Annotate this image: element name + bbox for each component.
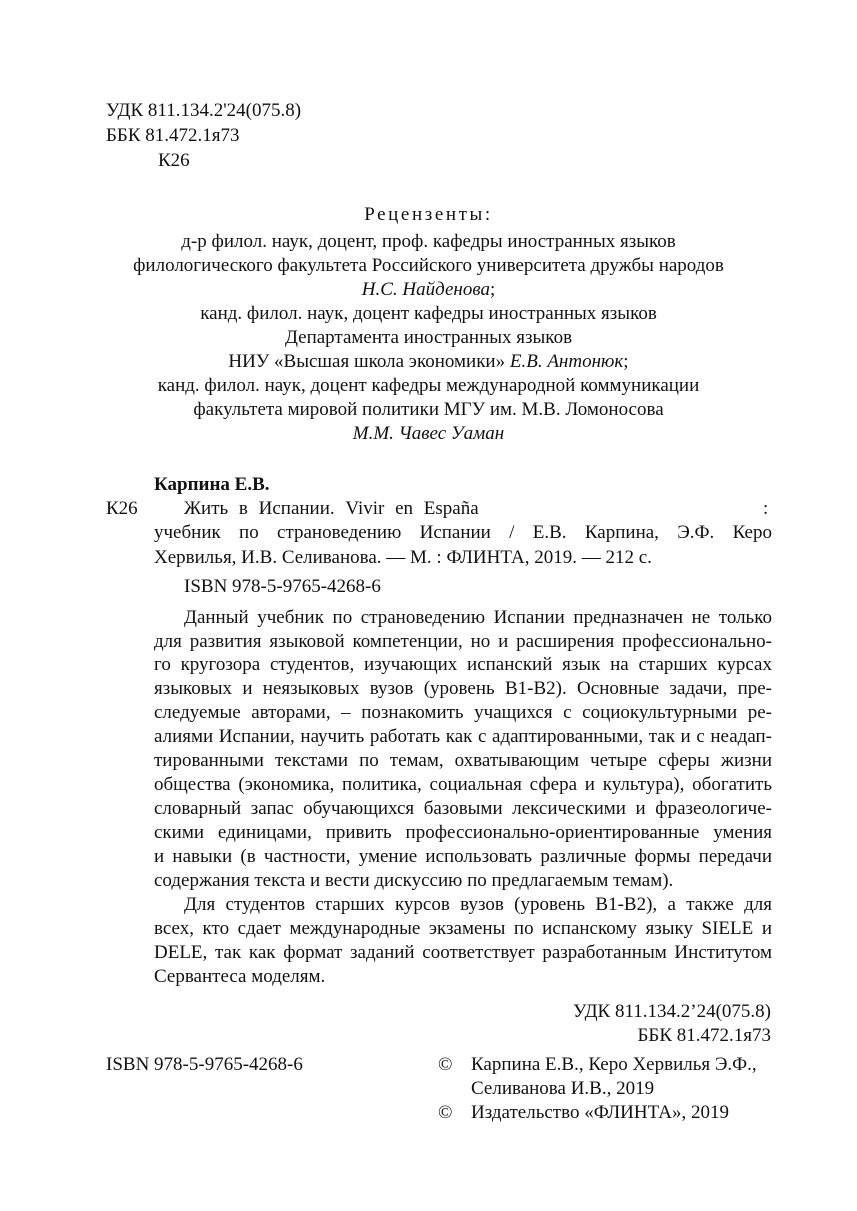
reviewer-line: Департамента иностранных языков	[284, 327, 573, 348]
reviewer-line: д-р филол. наук, доцент, проф. кафедры иностранных языков	[181, 231, 676, 252]
reviewer-name: Н.С. Найденова	[361, 279, 490, 300]
entry-author: Карпина Е.В.	[154, 474, 270, 495]
annotation-line: Для студентов старших курсов вузов (уровень В1-В2), а также для	[184, 894, 772, 915]
reviewer-line: канд. филол. наук, доцент кафедры международной коммуникации	[157, 375, 700, 396]
reviewer-line: факультета мировой политики МГУ им. М.В. Ломоносова	[193, 399, 664, 420]
annotation-line: всех, кто сдает международные экзамены по испанскому языку SIELE и	[154, 918, 772, 939]
reviewer-line: филологического факультета Российского университета дружбы народов	[133, 255, 724, 276]
entry-line: Хервилья, И.В. Селиванова. — М. : ФЛИНТА, 2019. — 212 с.	[154, 547, 652, 568]
annotation-line: языковых и неязыковых вузов (уровень В1-В2). Основные задачи, пре-	[154, 678, 772, 699]
entry-isbn: ISBN 978-5-9765-4268-6	[184, 576, 381, 597]
annotation-line: DELE, так как формат заданий соответствует разработанным Институтом	[154, 942, 772, 963]
annotation-line: содержания текста и вести дискуссию по предлагаемым темам).	[154, 870, 674, 891]
reviewer-name-line	[0, 278, 857, 301]
copyright-icon: ©	[438, 1054, 453, 1075]
copyright-authors: Селиванова И.В., 2019	[471, 1078, 655, 1099]
footer-bbk: ББК 81.472.1я73	[637, 1025, 771, 1046]
reviewer-affiliation: НИУ «Высшая школа экономики»	[228, 351, 506, 372]
annotation-line: и навыки (в частности, умение использовать различные формы передачи	[154, 846, 772, 867]
copyright-authors: Карпина Е.В., Керо Хервилья Э.Ф.,	[471, 1054, 757, 1075]
entry-code: К26	[106, 498, 138, 519]
semicolon: ;	[623, 351, 629, 372]
annotation-line: для развития языковой компетенции, но и расширения профессионально-	[154, 631, 772, 652]
reviewers-title: Рецензенты:	[364, 204, 493, 225]
reviewer-name-line	[0, 350, 857, 373]
entry-title-colon: :	[763, 498, 769, 519]
udk-code: УДК 811.134.2'24(075.8)	[106, 100, 302, 121]
reviewer-name: М.М. Чавес Уаман	[352, 423, 505, 444]
annotation-line: Данный учебник по страноведению Испании предназначен не только	[184, 607, 772, 628]
entry-line: учебник по страноведению Испании / Е.В. Карпина, Э.Ф. Керо	[154, 522, 772, 543]
annotation-line: тированными текстами по темам, охватывающим четыре сферы жизни	[154, 750, 772, 771]
author-sign: К26	[158, 150, 190, 171]
bbk-code: ББК 81.472.1я73	[106, 125, 240, 146]
annotation-line: скими единицами, привить профессионально-ориентированные умения	[154, 822, 772, 843]
reviewer-name: Е.В. Антонюк	[509, 351, 624, 372]
copyright-icon: ©	[438, 1102, 453, 1123]
annotation-line: алиями Испании, научить работать как с адаптированными, так и с неадап-	[154, 726, 772, 747]
reviewer-line: канд. филол. наук, доцент кафедры иностранных языков	[200, 303, 657, 324]
footer-isbn: ISBN 978-5-9765-4268-6	[106, 1054, 303, 1075]
annotation-line: общества (экономика, политика, социальная сфера и культура), обогатить	[154, 774, 772, 795]
annotation-line: Сервантеса моделям.	[154, 966, 326, 987]
annotation-line: словарный запас обучающихся базовыми лексическими и фразеологиче-	[154, 798, 772, 819]
entry-title: Жить в Испании. Vivir en España	[184, 498, 479, 519]
annotation-line: го кругозора студентов, изучающих испанский язык на старших курсах	[154, 654, 772, 675]
copyright-publisher: Издательство «ФЛИНТА», 2019	[471, 1102, 729, 1123]
annotation-line: следуемые авторами, – познакомить учащихся с социокультурными ре-	[154, 702, 772, 723]
semicolon: ;	[489, 279, 496, 300]
footer-udk: УДК 811.134.2’24(075.8)	[573, 1001, 771, 1022]
